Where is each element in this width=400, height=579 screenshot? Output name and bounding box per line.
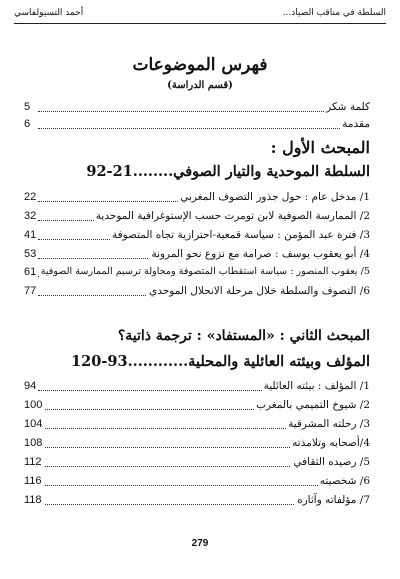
toc-entry-label: 2/ الممارسة الصوفية لابن تومرت حسب الإستوغرافية الموحدية [95,210,370,222]
running-header [14,6,386,22]
toc-entry [24,191,370,207]
toc-entry [24,418,370,434]
toc-entry-page: 116 [24,475,42,487]
toc-title: فهرس الموضوعات [132,55,268,75]
toc-entry-page: 53 [24,248,37,260]
dot-leader [38,111,356,112]
toc-entry-label: كلمة شكر [326,101,370,113]
running-header-author: أحمد التسيولفاسي [14,8,84,18]
toc-entry-page: 118 [24,494,42,506]
toc-entry-label: 3/ فترة عبد المؤمن : سياسة قمعية-احترازية تجاه المتصوفة [111,229,370,241]
toc-entry [24,285,370,301]
toc-entry-label: مقدمة [342,118,370,130]
toc-entry-page: 22 [24,191,37,203]
toc-entry-label: 4/أصحابه وتلامذته [292,437,370,449]
toc-entry [24,210,370,226]
toc-entry-page: 94 [24,380,37,392]
toc-entry [24,229,370,245]
toc-entry-page: 100 [24,399,43,411]
section-heading: المبحث الأول : [270,138,370,157]
toc-entry-page: 104 [24,418,43,430]
toc-entry-label: 4/ أبو يعقوب يوسف : صرامة مع نزوع نحو المرونة [151,248,370,260]
dot-leader [38,128,356,129]
toc-entry [24,475,370,491]
toc-entry-label: 3/ رحلته المشرقية [288,418,370,430]
toc-entry-label: 1/ المؤلف : بيئته العائلية [263,380,370,392]
toc-entry-page: 61 [24,266,37,278]
running-header-title: السلطة في مناقب الصياد... [282,8,386,18]
toc-subtitle: (قسم الدراسة) [167,80,233,91]
toc-entry [24,437,370,453]
toc-entry-label: 6/ شخصيته [319,475,370,487]
toc-entry-page: 6 [24,118,31,130]
section-title: المؤلف وبيئته العائلية والمحلية............93-120 [71,353,370,370]
toc-entry-label: 5/ رصيده الثقافي [293,456,370,468]
section-heading: المبحث الثاني : «المستفاد» : ترجمة ذاتية؟ [117,328,370,344]
toc-entry-page: 41 [24,229,37,241]
toc-entry-page: 77 [24,285,37,297]
toc-entry [24,266,370,282]
dot-leader [38,485,356,486]
toc-entry [24,456,370,472]
toc-entry [24,399,370,415]
toc-entry [24,248,370,264]
toc-entry-page: 108 [24,437,43,449]
header-rule [14,23,386,24]
toc-entry-page: 5 [24,101,31,113]
toc-entry-page: 32 [24,210,37,222]
toc-entry-page: 112 [24,456,42,468]
toc-entry-label: 7/ مؤلفاته وآثاره [297,494,370,506]
toc-entry-label: 5/ يعقوب المنصور : سياسة استقطاب المتصوفة ومحاولة ترسيم الممارسة الصوفية [40,266,370,277]
section-title: السلطة الموحدية والتيار الصوفي........21-92 [86,163,370,180]
page-number: 279 [191,538,209,549]
toc-entry [24,494,370,510]
toc-entry [24,380,370,396]
toc-entry-label: 6/ التصوف والسلطة خلال مرحلة الانحلال الموحدي [149,285,370,297]
toc-entry [24,118,370,134]
toc-entry-label: 2/ شيوخ التميمي بالمغرب [256,399,370,411]
toc-entry-label: 1/ مدخل عام : حول جذور التصوف المغربي [180,191,370,203]
toc-entry [24,101,370,117]
